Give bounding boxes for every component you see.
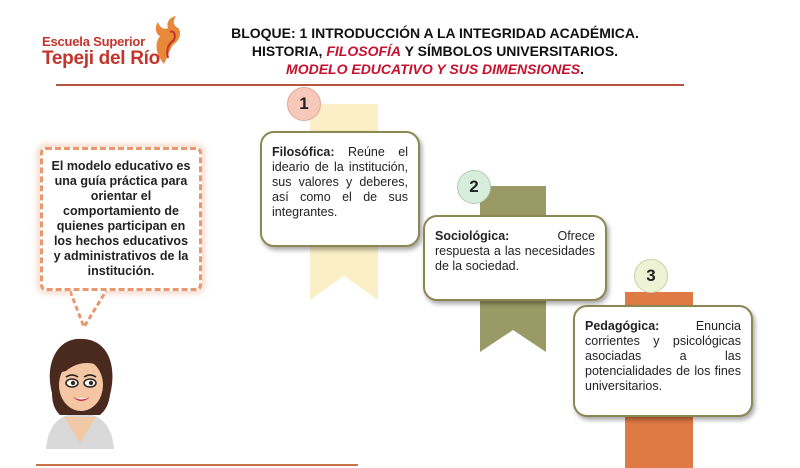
header-line-2-c: Y SÍMBOLOS UNIVERSITARIOS. — [404, 43, 619, 59]
header-divider — [56, 84, 684, 86]
step-2-circle — [457, 170, 491, 204]
header-line-3-end: . — [580, 61, 584, 77]
step-3-circle — [634, 259, 668, 293]
card-sociologica — [423, 215, 607, 301]
header-line-2 — [200, 42, 670, 60]
speech-bubble-tail — [70, 291, 110, 329]
step-1-number: 1 — [299, 94, 309, 113]
card-3-title: Pedagógica: — [585, 319, 660, 333]
card-1-text: Reúne el ideario de la institución, sus valores y deberes, así como el de sus integrantes. — [272, 145, 408, 219]
bottom-divider — [36, 464, 358, 466]
speech-bubble — [40, 147, 202, 291]
avatar — [40, 333, 120, 449]
card-1-title: Filosófica: — [272, 145, 335, 159]
header-line-1: BLOQUE: 1 INTRODUCCIÓN A LA INTEGRIDAD ACADÉMICA. — [231, 25, 639, 41]
card-pedagogica — [573, 305, 753, 417]
header-line-2-b: FILOSOFÍA — [326, 43, 402, 59]
step-1-circle — [287, 87, 321, 121]
header-line-3-text: MODELO EDUCATIVO Y SUS DIMENSIONES — [286, 61, 581, 77]
school-logo — [38, 14, 198, 74]
speech-text: El modelo educativo es una guía práctica para orientar el comportamiento de quienes participan en los hechos educativos y administrativos de la institución. — [51, 159, 191, 278]
step-2-number: 2 — [469, 177, 479, 196]
card-filosofica — [260, 131, 420, 247]
logo-line-1: Escuela Superior — [42, 34, 146, 49]
card-2-title: Sociológica: — [435, 229, 510, 243]
header-line-2-a: HISTORIA, — [251, 43, 323, 59]
header-line-3 — [200, 60, 670, 78]
card-2-text: Ofrece respuesta a las necesidades de la sociedad. — [435, 229, 595, 273]
card-3-text: Enuncia corrientes y psicológicas asociadas a las potencialidades de los fines universitarios. — [585, 319, 741, 393]
step-3-number: 3 — [646, 266, 656, 285]
logo-line-2: Tepeji del Río — [42, 48, 160, 69]
page-header — [200, 24, 670, 78]
